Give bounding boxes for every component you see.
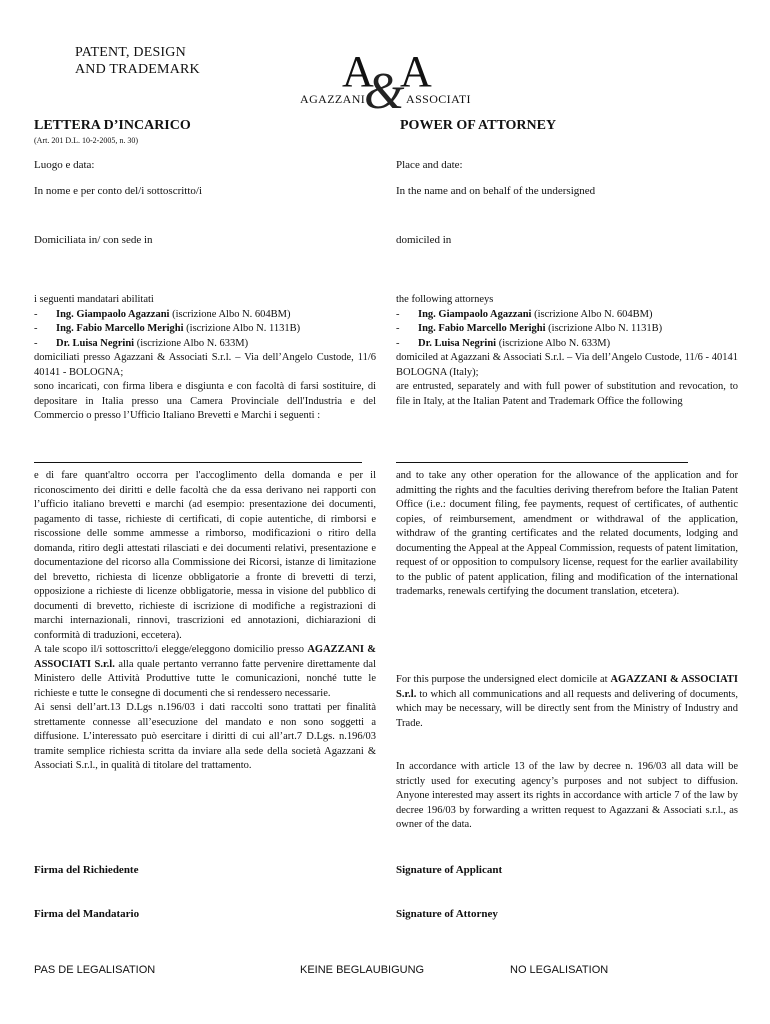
name-of-label-en: In the name and on behalf of the undersigned (396, 185, 596, 197)
logo-ampersand: & (364, 63, 405, 120)
attorney-item: - Ing. Giampaolo Agazzani (iscrizione Albo N. 604BM) (34, 308, 376, 323)
signature-applicant-en: Signature of Applicant (396, 864, 503, 876)
title-italian: LETTERA D’INCARICO (34, 118, 191, 133)
firm-logo (300, 47, 480, 120)
attorneys-intro: the following attorneys (396, 294, 494, 305)
attorneys-section-it (34, 293, 376, 424)
no-legalisation-fr: PAS DE LEGALISATION (34, 964, 156, 976)
attorney-item: - Ing. Giampaolo Agazzani (iscrizione Albo N. 604BM) (396, 308, 738, 323)
firm-tagline (75, 44, 200, 78)
entrusted-text: sono incaricati, con firma libera e disgiunta e con facoltà di farsi sostituire, di depositare in Italia presso una Camera Provinciale dell'Industria e del Commercio o presso l’Ufficio Italiano Brevetti e Marchi i seguenti : (34, 381, 376, 421)
attorney-item: - Dr. Luisa Negrini (iscrizione Albo N. 633M) (34, 337, 376, 352)
body-italian (34, 469, 376, 774)
attorney-item: - Ing. Fabio Marcello Merighi (iscrizione Albo N. 1131B) (34, 322, 376, 337)
title-english: POWER OF ATTORNEY (400, 118, 557, 133)
logo-letter-a-left: A (342, 47, 374, 96)
attorneys-intro: i seguenti mandatari abilitati (34, 294, 154, 305)
domicile-election-text: A tale scopo il/i sottoscritto/i elegge/eleggono domicilio presso AGAZZANI & ASSOCIATI S.r.l. alla quale pertanto verranno fatte pervenire direttamente dal Ministero delle Attività Produttive tutte le comunicazioni, nonché tutte le richieste e tutte le consegne di documenti che si rendessero necessarie. (34, 644, 376, 699)
attorney-item: - Ing. Fabio Marcello Merighi (iscrizione Albo N. 1131B) (396, 322, 738, 337)
privacy-english: In accordance with article 13 of the law by decree n. 196/03 all data will be strictly used for executing agency’s purposes and not subject to diffusion. Anyone interested may assert its rights in accordance with article 7 of the law by decree 196/03 by forwarding a written request to Agazzani & Associati s.r.l., as owner of the data. (396, 761, 738, 830)
entrusted-text: are entrusted, separately and with full power of substitution and revocation, to file in Italy, at the Italian Patent and Trademark Office the following (396, 381, 738, 407)
attorneys-address: domiciled at Agazzani & Associati S.r.l. – Via dell’Angelo Custode, 11/6 - 40141 BOLOGNA (Italy); (396, 352, 738, 378)
signature-attorney-it: Firma del Mandatario (34, 908, 140, 920)
attorneys-section-en (396, 293, 738, 409)
tagline-line-2: AND TRADEMARK (75, 62, 200, 77)
signature-applicant-it: Firma del Richiedente (34, 864, 139, 876)
place-date-label-it: Luogo e data: (34, 159, 95, 171)
domicile-election-english: For this purpose the undersigned elect domicile at AGAZZANI & ASSOCIATI S.r.l. to which all communications and all requests and delivering of documents, which may be necessary, will be directly sent from the Ministry of Industry and Trade. (396, 674, 738, 729)
no-legalisation-en: NO LEGALISATION (510, 964, 609, 976)
logo-associati: ASSOCIATI (406, 92, 471, 106)
domicile-label-en: domiciled in (396, 234, 452, 246)
domicile-label-it: Domiciliata in/ con sede in (34, 234, 153, 246)
operations-text: e di fare quant'altro occorra per l'accoglimento della domanda e per il riconoscimento dei diritti e delle facoltà che da essa derivano nei rapporti con l’ufficio italiano brevetti e marchi (ad esempio: presentazione dei documenti, pagamento di tasse, richieste di certificati, di copie autentiche, di rimborsi e riscossione delle somme ammesse a rimborso, modificazioni o ritiro della domanda, ritiro degli attestati rilasciati e dei documenti relativi, presentazione e documentazione del ricorso alla Commissione dei Ricorsi, istanze di limitazione del brevetto, richiesta di licenze obbligatorie a fronte di brevetti di terzi, opposizione a richieste di licenze obbligatorie, messa in visione del pubblico di documenti di brevetto, richieste di iscrizione di modifiche a registrazioni di marchi internazionali, rinnovi, trascrizioni ed annotazioni, dichiarazioni di conformità di traduzioni, eccetera). (34, 470, 376, 641)
attorney-list (34, 308, 376, 352)
legal-reference: (Art. 201 D.L. 10-2-2005, n. 30) (34, 136, 138, 145)
name-of-label-it: In nome e per conto del/i sottoscritto/i (34, 185, 203, 197)
no-legalisation-de: KEINE BEGLAUBIGUNG (300, 964, 425, 976)
attorney-item: - Dr. Luisa Negrini (iscrizione Albo N. 633M) (396, 337, 738, 352)
attorney-list (396, 308, 738, 352)
signature-attorney-en: Signature of Attorney (396, 908, 498, 920)
privacy-text: Ai sensi dell’art.13 D.Lgs n.196/03 i dati raccolti sono trattati per finalità strettamente connesse all’esecuzione del mandato e non sono soggetti a diffusione. L’interessato può esercitare i diritti di cui all’art.7 D.Lgs. n.196/03 tramite semplice richiesta scritta da inviare alla sede della società Agazzani & Associati S.r.l., in qualità di titolare del trattamento. (34, 702, 376, 771)
tagline-line-1: PATENT, DESIGN (75, 45, 186, 60)
attorneys-address: domiciliati presso Agazzani & Associati S.r.l. – Via dell’Angelo Custode, 11/6 40141 - BOLOGNA; (34, 352, 376, 378)
logo-agazzani: AGAZZANI (300, 92, 366, 106)
logo-letter-a-right: A (400, 47, 432, 96)
fill-in-line-en (396, 462, 688, 463)
fill-in-line-it (34, 462, 362, 463)
operations-english: and to take any other operation for the allowance of the application and for admitting the rights and the faculties deriving therefrom before the Italian Patent Office (i.e.: document filing, fee payments, request of certificates, of authentic copies, of reimbursement, amendment or withdrawal of the application, withdraw of the granting certificates and the related documents, lodging and documenting the Appeal at the Appeal Commission, requests of patent limitation, request of or opposition to compulsory license, request for the earlier availability to the public of patent application, filing and modification of the international trademarks, renewals certifying the document translation, etcetera). (396, 470, 738, 597)
place-date-label-en: Place and date: (396, 159, 463, 171)
